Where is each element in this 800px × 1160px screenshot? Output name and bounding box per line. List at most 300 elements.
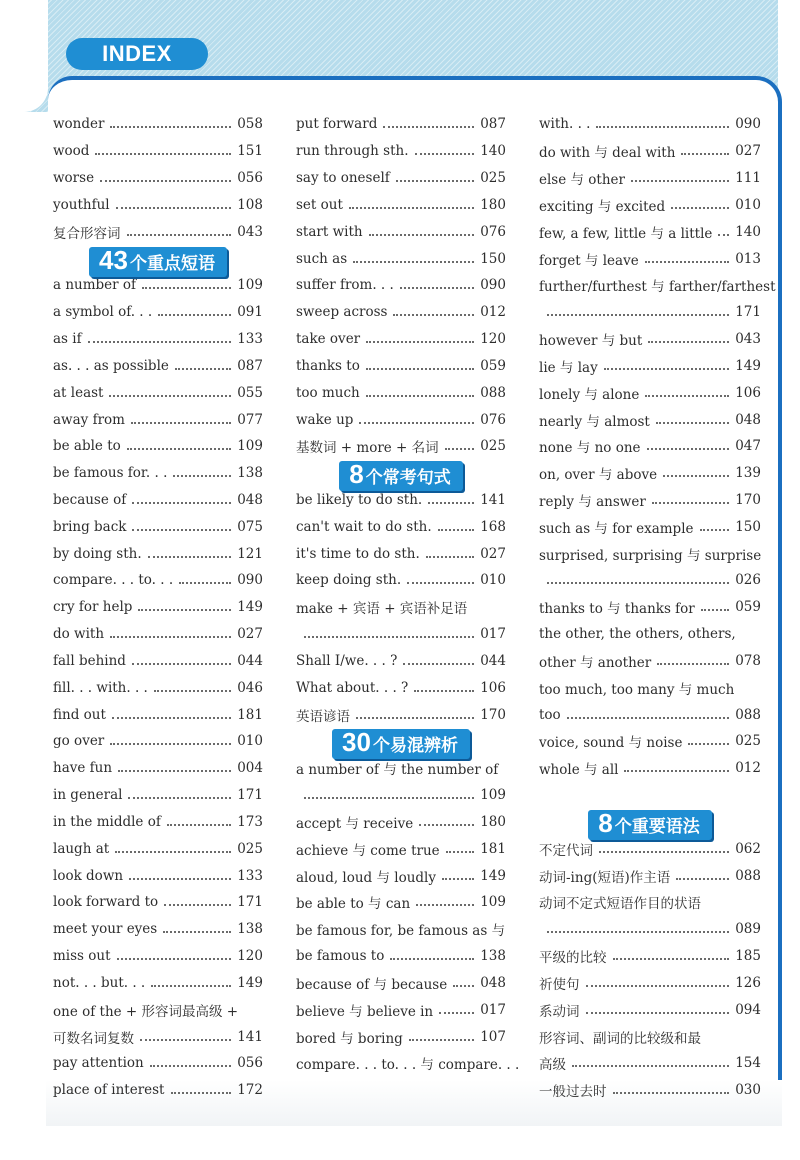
entry-page-number: 133 [237,331,263,348]
entry-label: as if [53,331,82,348]
entry-label: be famous for. . . [53,465,168,482]
entry-label: fill. . . with. . . [53,679,148,696]
index-entry [296,996,506,1023]
entry-label: lie 与 lay [539,359,598,376]
entry-page-number: 120 [480,331,506,348]
entry-page-number: 088 [735,706,761,723]
index-entry [296,809,506,836]
index-entry [539,701,761,728]
entry-page-number: 107 [480,1028,506,1045]
entry-page-number: 091 [237,304,263,321]
dot-leader [647,448,730,450]
entry-label: have fun [53,760,113,777]
index-entry [296,326,506,353]
entry-label: a number of 与 the number of [296,762,499,779]
entry-page-number: 173 [237,813,263,830]
dot-leader [400,287,474,289]
index-entry [53,218,263,245]
dot-leader [613,1092,730,1094]
index-entry [53,513,263,540]
entry-page-number: 172 [237,1082,263,1099]
index-entry [53,487,263,514]
entry-page-number: 056 [237,1055,263,1072]
entry-label: aloud, loud 与 loudly [296,869,437,886]
entry-label: one of the + 形容词最高级 + [53,1003,239,1020]
entry-page-number: 010 [735,196,761,213]
entry-page-number: 170 [735,492,761,508]
entry-page-number: 180 [480,196,506,213]
dot-leader [100,180,231,182]
dot-leader [445,448,475,450]
entry-label: sweep across [296,304,388,321]
dot-leader [158,314,231,316]
entry-page-number: 140 [735,223,761,240]
index-entry-continued [539,889,761,916]
entry-label: be likely to do sth. [296,492,423,508]
index-entry [539,1050,761,1077]
index-entry [53,433,263,460]
entry-page-number: 109 [237,438,263,455]
dot-leader [148,556,232,558]
entry-page-number: 044 [237,652,263,669]
entry-page-number: 048 [735,411,761,428]
dot-leader [132,502,231,504]
index-entry [53,916,263,943]
entry-page-number: 138 [237,465,263,482]
index-entry [53,889,263,916]
entry-label: 动词-ing(短语)作主语 [539,869,671,886]
index-entry [53,755,263,782]
dot-leader [117,958,232,960]
entry-page-number: 109 [480,787,506,804]
dot-leader [129,878,231,880]
index-entry [53,594,263,621]
section-count: 43 [99,244,128,275]
index-entry [539,513,761,540]
index-entry [53,540,263,567]
dot-leader [438,529,475,531]
dot-leader [396,180,474,182]
entry-label: youthful [53,196,110,213]
entry-page-number: 150 [480,250,506,267]
index-entry [296,1023,506,1050]
index-entry-continued [296,594,506,621]
entry-page-number: 025 [735,733,761,750]
entry-label: 不定代词 [539,842,593,859]
entry-label: wake up [296,411,354,428]
entry-page-number: 048 [480,974,506,991]
index-entry [539,862,761,889]
index-entry [296,943,506,970]
entry-label: 可数名词复数 [53,1030,134,1047]
index-column-1 [53,111,263,1104]
index-entry [539,218,761,245]
section-header [53,244,263,275]
entry-page-number: 111 [735,170,761,187]
index-entry [53,165,263,192]
index-entry [53,648,263,675]
index-entry [296,138,506,165]
section-count: 8 [598,807,613,838]
dot-leader [415,153,475,155]
section-header [296,727,506,758]
index-entry [296,406,506,433]
entry-page-number: 017 [480,1001,506,1018]
entry-page-number: 109 [480,894,506,911]
entry-page-number: 025 [237,840,263,857]
index-title-badge: INDEX [66,38,208,70]
entry-label: 英语谚语 [296,708,350,725]
index-entry [539,379,761,406]
dot-leader [353,261,474,263]
entry-page-number: 027 [237,626,263,643]
index-entry [53,835,263,862]
dot-leader [132,529,231,531]
index-entry [296,889,506,916]
entry-page-number: 030 [735,1082,761,1099]
index-entry [539,970,761,997]
entry-label: start with [296,223,363,240]
entry-page-number: 088 [480,384,506,401]
entry-label: meet your eyes [53,921,158,938]
entry-page-number: 126 [735,974,761,991]
section-header-badge [89,244,227,277]
entry-page-number: 149 [735,357,761,374]
dot-leader [151,985,231,987]
index-entry [539,460,761,487]
dot-leader [701,609,729,611]
entry-page-number: 149 [237,974,263,991]
dot-leader [88,341,232,343]
entry-label: can't wait to do sth. [296,518,432,535]
index-entry [539,191,761,218]
dot-leader [681,153,729,155]
dot-leader [624,770,729,772]
index-entry [296,701,506,728]
section-header-badge [339,461,462,491]
entry-page-number: 010 [237,733,263,750]
entry-label: 动词不定式短语作目的状语 [539,896,701,913]
entry-page-number: 140 [480,143,506,160]
index-entry [539,326,761,353]
index-entry [539,943,761,970]
dot-leader [127,234,232,236]
entry-page-number: 062 [735,840,761,857]
entry-label: take over [296,331,361,348]
index-entry [53,352,263,379]
entry-page-number: 170 [480,706,506,723]
index-entry [296,567,506,594]
entry-page-number: 025 [480,438,506,455]
dot-leader [131,422,231,424]
dot-leader [304,636,474,638]
entry-page-number: 106 [480,679,506,696]
entry-label: compare. . . to. . . 与 compare. . . [296,1057,520,1074]
dot-leader [116,207,232,209]
entry-page-number: 181 [480,840,506,857]
index-entry [53,1023,263,1050]
dot-leader [154,690,231,692]
index-entry [53,326,263,353]
entry-label: believe 与 believe in [296,1003,434,1020]
entry-page-number: 149 [237,599,263,616]
entry-page-number: 087 [480,116,506,133]
entry-page-number: 090 [480,277,506,294]
index-entry [296,970,506,997]
entry-label: do with 与 deal with [539,145,676,162]
entry-label: pay attention [53,1055,144,1072]
entry-label: find out [53,706,106,723]
entry-page-number: 025 [480,170,506,187]
dot-leader [409,1039,474,1041]
entry-label: 高级 [539,1057,566,1074]
index-entry [53,379,263,406]
dot-leader [110,636,231,638]
dot-leader [393,314,474,316]
entry-page-number: 150 [735,518,761,535]
entry-label: such as 与 for example [539,520,694,537]
index-column-3 [539,111,776,1104]
index-entry [296,111,506,138]
entry-page-number: 027 [480,545,506,562]
entry-page-number: 181 [237,706,263,723]
entry-label: not. . . but. . . [53,974,146,991]
dot-leader [173,475,231,477]
dot-leader [613,958,730,960]
entry-label: whole 与 all [539,762,619,779]
entry-label: thanks to [296,357,360,374]
entry-label: a symbol of. . . [53,304,153,321]
dot-leader [599,851,729,853]
dot-leader [586,1012,730,1014]
index-entry-continued [296,1050,520,1077]
index-entry [539,165,761,192]
dot-leader [179,582,231,584]
index-entry [53,943,263,970]
entry-label: other 与 another [539,654,652,671]
index-entry [296,674,506,701]
entry-label: further/furthest 与 farther/farthest [539,279,776,296]
entry-label: bring back [53,518,127,535]
dot-leader [663,475,729,477]
index-entry [296,782,506,809]
index-entry [53,1050,263,1077]
dot-leader [366,395,474,397]
index-entry-continued [539,621,761,648]
entry-label: surprised, surprising 与 surprise [539,547,762,564]
entry-label: because of 与 because [296,976,448,993]
index-entry [296,648,506,675]
entry-label: 系动词 [539,1003,580,1020]
entry-label: put forward [296,116,378,133]
index-entry [296,540,506,567]
index-entry [296,379,506,406]
entry-label: be able to 与 can [296,896,411,913]
dot-leader [366,368,474,370]
index-entry [539,648,761,675]
entry-label: set out [296,196,343,213]
index-entry [539,996,761,1023]
entry-page-number: 076 [480,223,506,240]
entry-page-number: 043 [735,331,761,348]
index-entry [539,299,761,326]
spacer-row [539,782,761,809]
index-column-2 [296,111,520,1077]
entry-label: make + 宾语 + 宾语补足语 [296,601,468,618]
dot-leader [110,743,231,745]
index-entry [53,621,263,648]
index-entry-continued [53,996,263,1023]
entry-label: Shall I/we. . . ? [296,652,398,669]
entry-page-number: 109 [237,277,263,294]
index-entry-continued [539,272,776,299]
index-entry [539,594,761,621]
entry-page-number: 047 [735,438,761,455]
entry-page-number: 078 [735,652,761,669]
dot-leader [112,717,231,719]
entry-label: voice, sound 与 noise [539,735,683,752]
entry-label: in the middle of [53,813,161,830]
index-entry [539,916,761,943]
index-entry [296,165,506,192]
entry-page-number: 048 [237,492,263,508]
section-header-badge [588,807,711,840]
entry-label: as. . . as possible [53,357,169,374]
entry-page-number: 004 [237,760,263,777]
dot-leader [572,1065,729,1067]
entry-page-number: 046 [237,679,263,696]
entry-label: away from [53,411,125,428]
index-entry [539,245,761,272]
dot-leader [676,878,729,880]
index-entry [53,809,263,836]
entry-page-number: 090 [237,572,263,589]
dot-leader [645,261,730,263]
entry-page-number: 168 [480,518,506,535]
dot-leader [390,958,474,960]
entry-label: thanks to 与 thanks for [539,601,695,618]
entry-label: achieve 与 come true [296,842,440,859]
dot-leader [442,878,474,880]
entry-page-number: 121 [237,545,263,562]
index-entry [296,299,506,326]
entry-page-number: 151 [237,143,263,160]
section-count: 8 [349,459,364,490]
entry-label: because of [53,492,127,508]
index-entry [53,406,263,433]
entry-label: 平级的比较 [539,950,607,967]
entry-label: go over [53,733,105,750]
index-entry [539,1077,761,1104]
entry-label: do with [53,626,105,643]
entry-label: in general [53,787,123,804]
entry-page-number: 090 [735,116,761,133]
entry-label: 复合形容词 [53,225,121,242]
entry-page-number: 059 [480,357,506,374]
entry-page-number: 138 [480,948,506,965]
index-entry [53,674,263,701]
entry-label: too much [296,384,360,401]
entry-label: look forward to [53,894,159,911]
entry-label: it's time to do sth. [296,545,420,562]
entry-page-number: 043 [237,223,263,240]
entry-page-number: 185 [735,948,761,965]
dot-leader [163,931,231,933]
dot-leader [167,824,231,826]
entry-page-number: 026 [735,572,761,589]
index-entry [53,970,263,997]
entry-page-number: 141 [237,1028,263,1045]
dot-leader [645,395,729,397]
index-entry [296,245,506,272]
entry-label: cry for help [53,599,133,616]
index-entry [53,460,263,487]
dot-leader [115,851,231,853]
entry-page-number: 059 [735,599,761,616]
dot-leader [596,126,729,128]
entry-label: compare. . . to. . . [53,572,174,589]
entry-label: 一般过去时 [539,1084,607,1101]
entry-label: accept 与 receive [296,815,414,832]
entry-label: What about. . . ? [296,679,409,696]
index-entry [296,862,506,889]
index-entry [53,138,263,165]
entry-label: 形容词、副词的比较级和最 [539,1030,701,1047]
dot-leader [164,904,231,906]
dot-leader [631,180,729,182]
dot-leader [407,582,474,584]
dot-leader [110,126,231,128]
entry-label: say to oneself [296,170,390,187]
entry-page-number: 120 [237,948,263,965]
index-entry [53,701,263,728]
dot-leader [688,743,729,745]
section-title: 个易混辨析 [372,736,458,756]
entry-page-number: 077 [237,411,263,428]
dot-leader [304,797,474,799]
dot-leader [652,502,729,504]
entry-label: however 与 but [539,333,643,350]
index-entry [296,835,506,862]
entry-label: 祈使句 [539,976,580,993]
section-title: 个重要语法 [614,816,700,836]
dot-leader [446,851,475,853]
entry-label: at least [53,384,104,401]
index-entry [539,433,761,460]
dot-leader [453,985,474,987]
dot-leader [439,1012,474,1014]
dot-leader [718,234,729,236]
entry-page-number: 149 [480,867,506,884]
index-entry [53,299,263,326]
entry-label: too much, too many 与 much [539,681,735,698]
index-entry [539,728,761,755]
dot-leader [604,368,730,370]
entry-page-number: 088 [735,867,761,884]
entry-label: be famous to [296,948,385,965]
dot-leader [416,904,474,906]
index-entry [53,567,263,594]
index-entry [53,782,263,809]
dot-leader [547,931,729,933]
entry-page-number: 094 [735,1001,761,1018]
entry-label: too [539,706,561,723]
entry-page-number: 012 [480,304,506,321]
index-entry [53,1077,263,1104]
entry-label: place of interest [53,1082,165,1099]
entry-label: 基数词 + more + 名词 [296,440,439,457]
entry-label: fall behind [53,652,126,669]
